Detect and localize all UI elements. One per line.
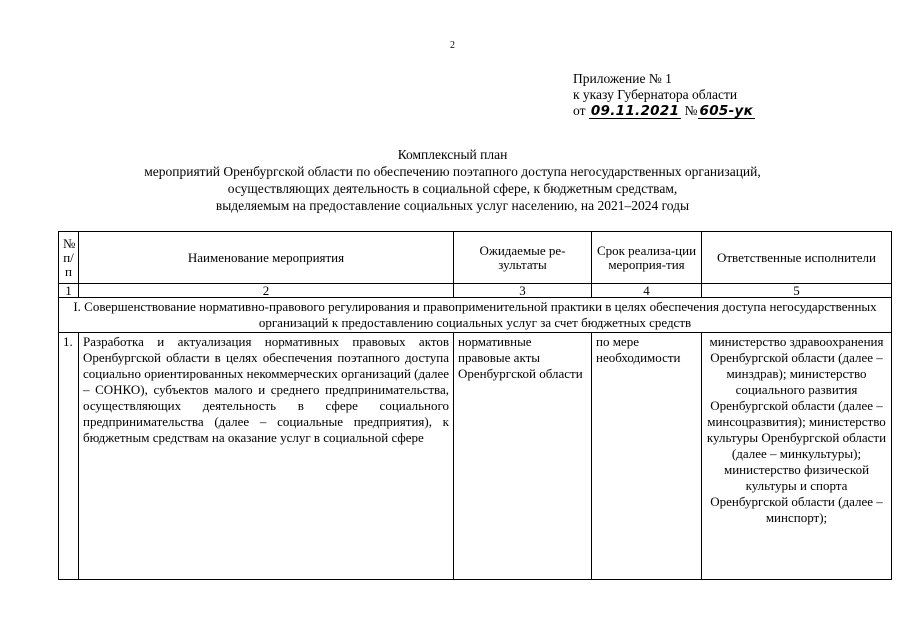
column-number: 4 [592, 284, 702, 298]
section-row [59, 298, 892, 333]
column-number: 1 [59, 284, 79, 298]
appendix-line-1: Приложение № 1 [573, 71, 672, 86]
appendix-number: 605-ук [699, 103, 754, 119]
column-number: 2 [79, 284, 454, 298]
appendix-from-prefix: от [573, 103, 586, 118]
appendix-header [573, 71, 755, 119]
document-title [60, 146, 845, 214]
section-title: I. Совершенствование нормативно-правового регулирования и правоприменительной практики в целях обеспечения доступа негосударственных организаций к предоставлению социальных услуг за счет бюджетных средств [59, 298, 892, 333]
table-header-row [59, 232, 892, 284]
header-name: Наименование мероприятия [79, 232, 454, 284]
plan-table [58, 231, 892, 580]
row-term: по мере необходимости [592, 333, 702, 580]
appendix-date: 09.11.2021 [590, 103, 680, 119]
header-responsible: Ответственные исполнители [702, 232, 892, 284]
title-line-3: осуществляющих деятельность в социальной сфере, к бюджетным средствам, [227, 181, 678, 196]
table-row [59, 333, 892, 580]
column-number: 3 [454, 284, 592, 298]
header-term: Срок реализа-ции мероприя-тия [592, 232, 702, 284]
header-num: № п/п [59, 232, 79, 284]
row-responsible: министерство здравоохранения Оренбургской области (далее – минздрав); министерство социального развития Оренбургской области (далее – минсоцразвития); министерство культуры Оренбургской области (далее – минкультуры); министерство физической культуры и спорта Оренбургской области (далее – минспорт); [702, 333, 892, 580]
title-line-4: выделяемым на предоставление социальных услуг населению, на 2021–2024 годы [215, 198, 690, 213]
row-results: нормативные правовые акты Оренбургской области [454, 333, 592, 580]
title-line-2: мероприятий Оренбургской области по обеспечению поэтапного доступа негосударственных организаций, [144, 164, 761, 179]
title-line-1: Комплексный план [397, 147, 508, 162]
row-num: 1. [59, 333, 79, 580]
column-number-row [59, 284, 892, 298]
column-number: 5 [702, 284, 892, 298]
appendix-date-line [573, 103, 755, 119]
appendix-line-2: к указу Губернатора области [573, 87, 738, 102]
appendix-number-prefix: № [684, 103, 698, 118]
page-number: 2 [450, 40, 455, 51]
header-results: Ожидаемые ре-зультаты [454, 232, 592, 284]
row-name: Разработка и актуализация нормативных правовых актов Оренбургской области в целях обеспечения поэтапного доступа социально ориентированных некоммерческих организаций (далее – СОНКО), субъектов малого и среднего предпринимательства, осуществляющих деятельность в сфере социального предпринимательства (далее – социальные предприятия), к бюджетным средствам на оказание услуг в социальной сфере [79, 333, 454, 580]
